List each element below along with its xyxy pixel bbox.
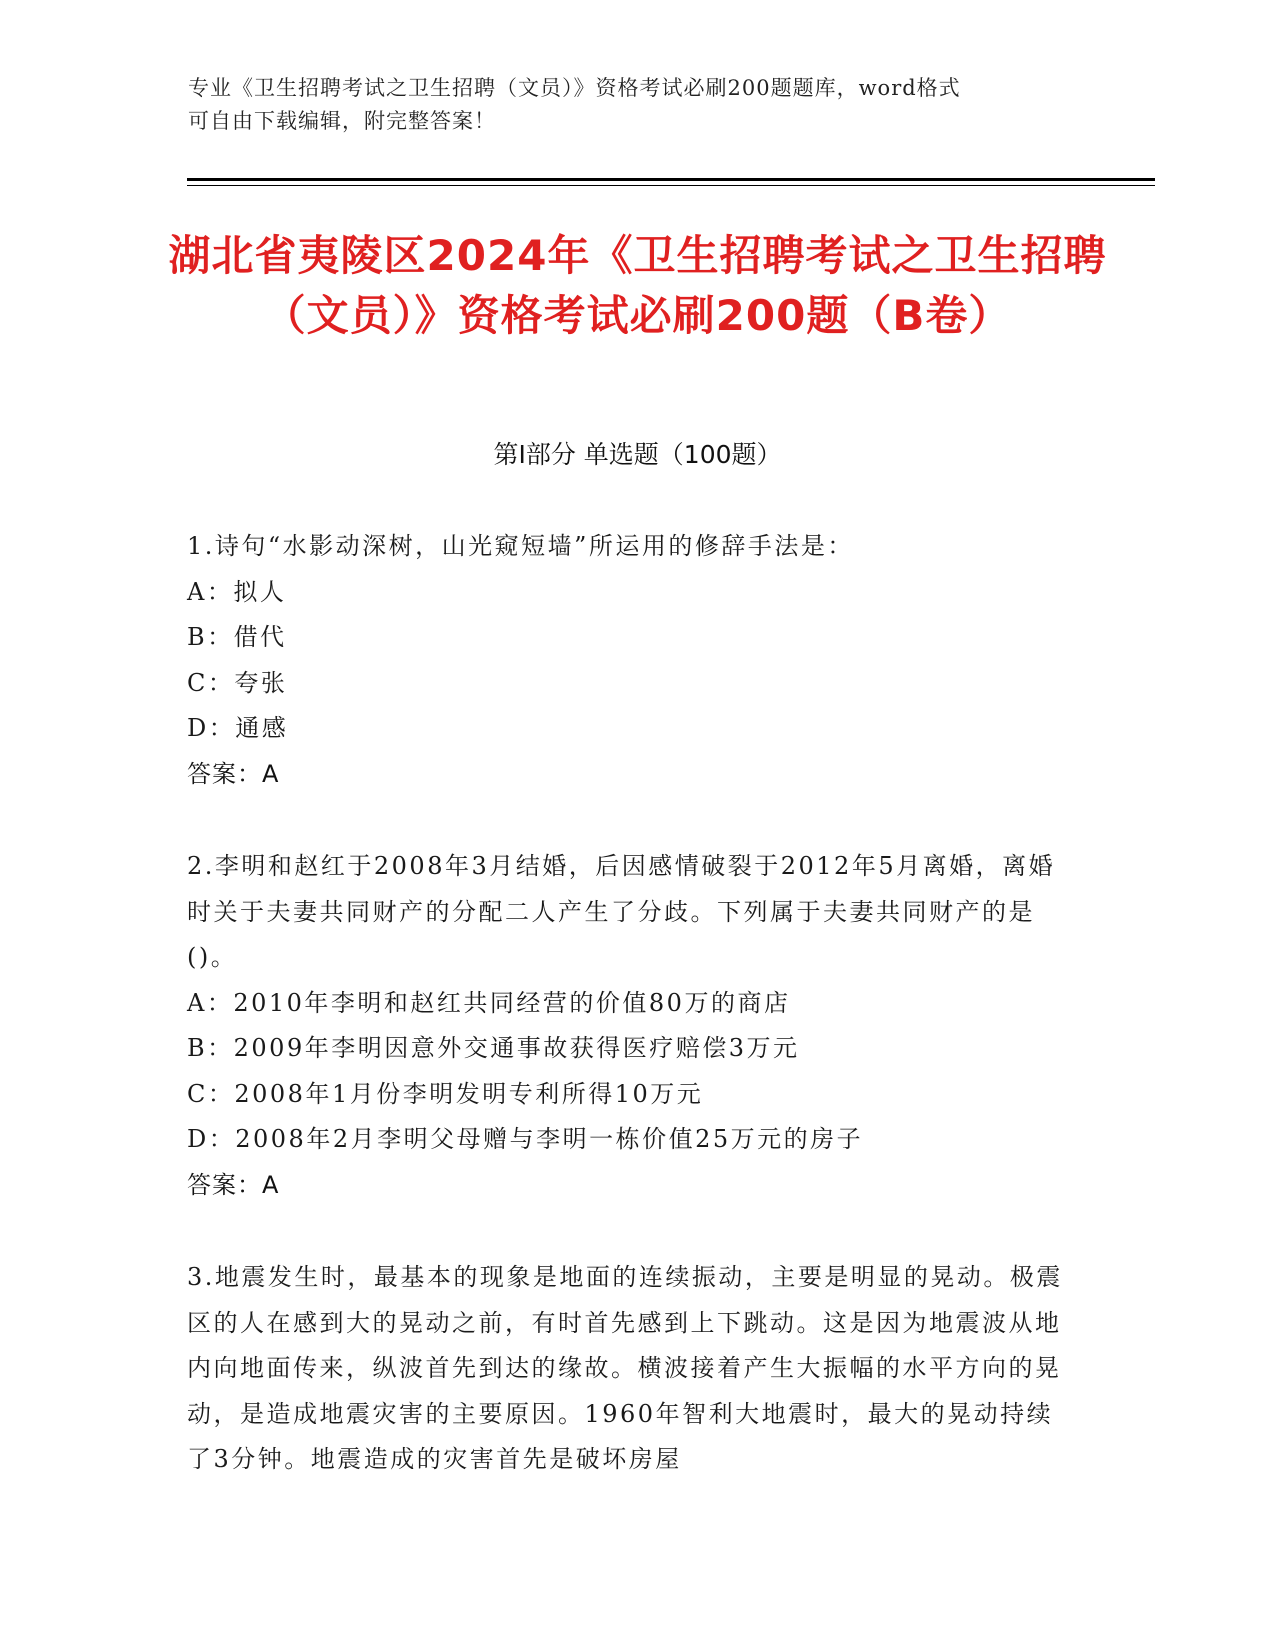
question-answer: 答案：A — [187, 759, 280, 788]
question-answer: 答案：A — [187, 1170, 280, 1199]
header-note-line-2: 可自由下载编辑，附完整答案！ — [188, 109, 496, 133]
question-item — [187, 1255, 1067, 1483]
document-title: 湖北省夷陵区2024年《卫生招聘考试之卫生招聘（文员）》资格考试必刷200题（B卷） — [168, 231, 1107, 340]
header-note-line-1: 专业《卫生招聘考试之卫生招聘（文员）》资格考试必刷200题题库，word格式 — [188, 76, 961, 100]
section-title: 第I部分 单选题（100题） — [493, 440, 782, 469]
question-text: 2.李明和赵红于2008年3月结婚，后因感情破裂于2012年5月离婚，离婚时关于夫妻共同财产的分配二人产生了分歧。下列属于夫妻共同财产的是()。 — [187, 852, 1056, 971]
header-rule-thin — [187, 185, 1155, 186]
question-option-c: C：2008年1月份李明发明专利所得10万元 — [187, 1079, 704, 1108]
question-list — [187, 524, 1067, 1530]
header-rule-thick — [187, 178, 1155, 181]
question-text: 1.诗句“水影动深树，山光窥短墙”所运用的修辞手法是： — [187, 532, 854, 560]
question-option-c: C：夸张 — [187, 668, 288, 697]
question-option-d: D：2008年2月李明父母赠与李明一栋价值25万元的房子 — [187, 1125, 864, 1153]
question-option-d: D：通感 — [187, 714, 289, 742]
question-item — [187, 524, 1067, 797]
header-note — [188, 72, 1068, 138]
question-item — [187, 844, 1067, 1208]
question-text: 3.地震发生时，最基本的现象是地面的连续振动，主要是明显的晃动。极震区的人在感到大的晃动之前，有时首先感到上下跳动。这是因为地震波从地内向地面传来，纵波首先到达的缘故。横波接着产生大振幅的水平方向的晃动，是造成地震灾害的主要原因。1960年智利大地震时，最大的晃动持续了3分钟。地震造成的灾害首先是破坏房屋 — [187, 1263, 1063, 1473]
question-option-a: A：2010年李明和赵红共同经营的价值80万的商店 — [187, 988, 791, 1017]
question-option-b: B：借代 — [187, 623, 287, 651]
question-option-a: A：拟人 — [187, 577, 287, 606]
question-option-b: B：2009年李明因意外交通事故获得医疗赔偿3万元 — [187, 1034, 800, 1062]
